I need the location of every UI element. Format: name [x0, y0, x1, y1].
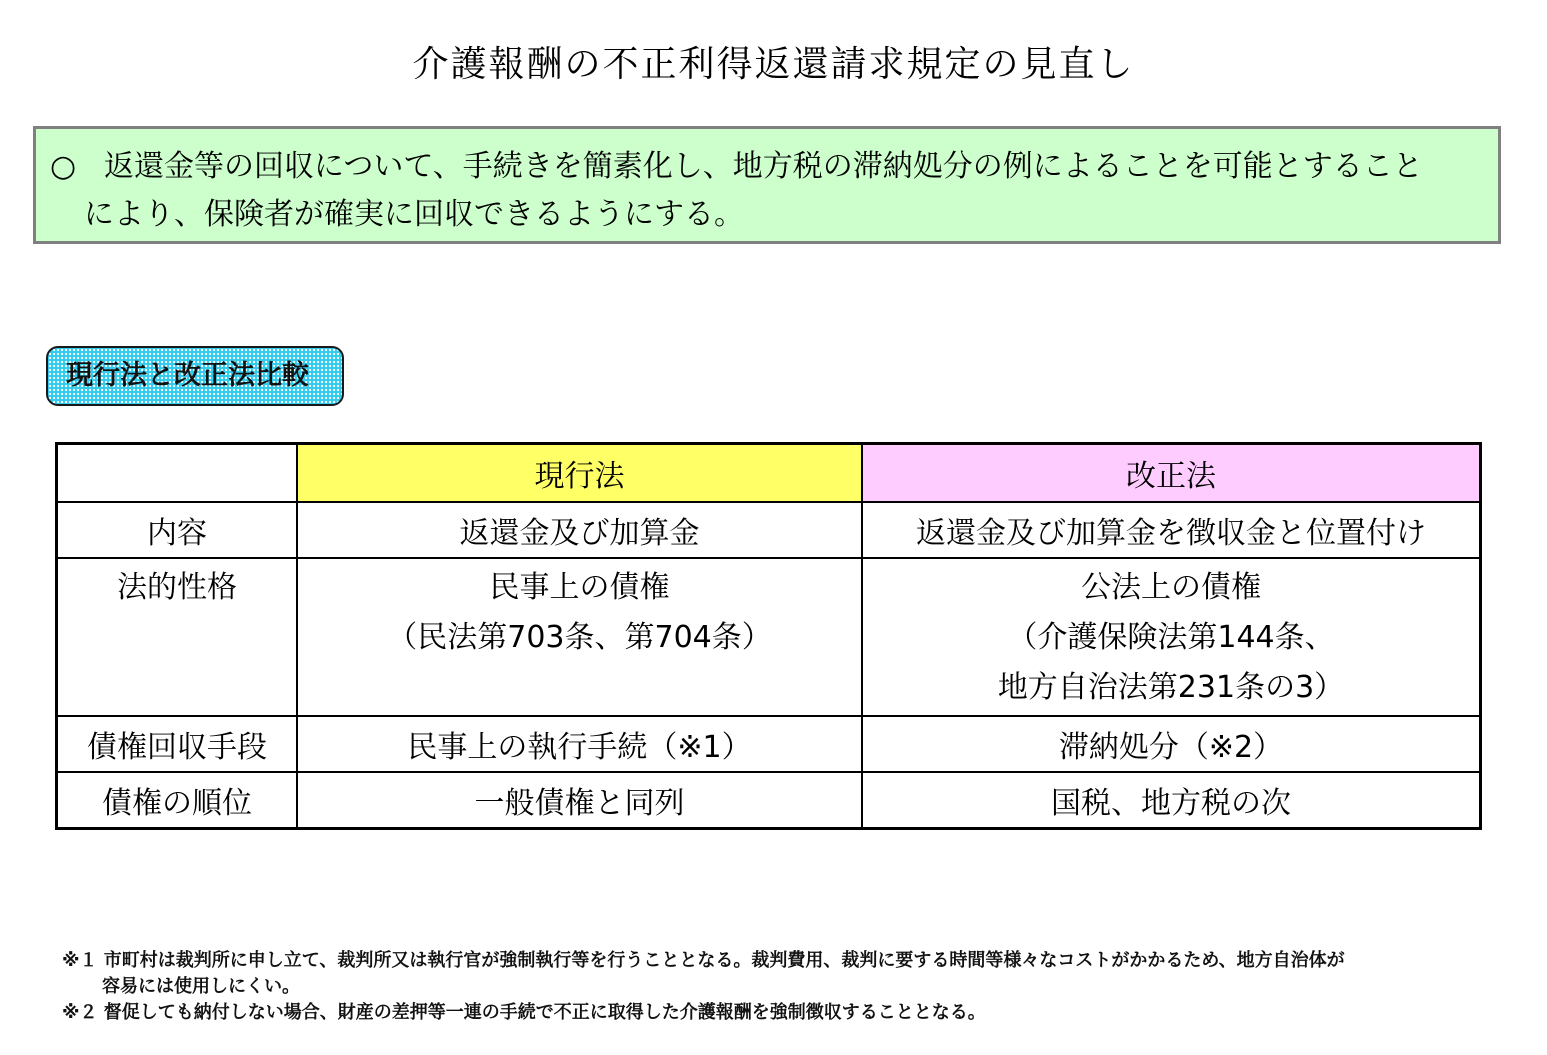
- cell-line: 地方自治法第231条の3）: [997, 670, 1345, 705]
- comparison-table: [55, 442, 1482, 830]
- header-revised-law: 改正法: [862, 444, 1481, 503]
- footnote-2: ※２ 督促しても納付しない場合、財産の差押等一連の手続で不正に取得した介護報酬を強制徴収することとなる。: [62, 1002, 986, 1023]
- cell-line: 民事上の債権: [489, 570, 670, 605]
- row-label: 法的性格: [57, 558, 298, 716]
- current-cell: [297, 716, 862, 772]
- current-cell: [297, 502, 862, 558]
- header-empty-cell: [57, 444, 298, 503]
- cell-line: 公法上の債権: [1081, 570, 1261, 605]
- cell-line: 国税、地方税の次: [1051, 786, 1291, 821]
- table-row: [57, 716, 1481, 772]
- table-row: [57, 502, 1481, 558]
- revised-cell: [862, 716, 1481, 772]
- bullet-circle: ○: [50, 149, 77, 184]
- cell-line: （介護保険法第144条、: [1007, 620, 1335, 655]
- revised-cell: [862, 772, 1481, 829]
- summary-text-1: 返還金等の回収について、手続きを簡素化し、地方税の滞納処分の例によることを可能とすること: [104, 149, 1423, 184]
- cell-line: 返還金及び加算金を徴収金と位置付け: [916, 516, 1426, 551]
- summary-line-1: [50, 143, 1488, 191]
- footnotes: [62, 948, 1502, 1026]
- row-label: 内容: [57, 502, 298, 558]
- current-cell: [297, 558, 862, 716]
- table-row: [57, 558, 1481, 716]
- comparison-label: 現行法と改正法比較: [46, 346, 344, 406]
- row-label: 債権の順位: [57, 772, 298, 829]
- row-label: 債権回収手段: [57, 716, 298, 772]
- cell-line: 返還金及び加算金: [459, 516, 700, 551]
- page-title: 介護報酬の不正利得返還請求規定の見直し: [412, 44, 1135, 85]
- table-row: [57, 772, 1481, 829]
- summary-text-2: により、保険者が確実に回収できるようにする。: [84, 197, 744, 232]
- cell-line: 滞納処分（※2）: [1058, 730, 1284, 765]
- current-cell: [297, 772, 862, 829]
- footnote-1: ※１ 市町村は裁判所に申し立て、裁判所又は執行官が強制執行等を行うこととなる。裁判費用、裁判に要する時間等様々なコストがかかるため、地方自治体が: [62, 950, 1345, 971]
- revised-cell: [862, 558, 1481, 716]
- header-current-law: 現行法: [297, 444, 862, 503]
- revised-cell: [862, 502, 1481, 558]
- cell-line: 一般債権と同列: [474, 786, 685, 821]
- footnote-1-continued: 容易には使用しにくい。: [102, 976, 300, 997]
- summary-box: [33, 126, 1501, 244]
- cell-line: （民法第703条、第704条）: [387, 620, 772, 655]
- table-header-row: [57, 444, 1481, 503]
- cell-line: 民事上の執行手続（※1）: [407, 730, 752, 765]
